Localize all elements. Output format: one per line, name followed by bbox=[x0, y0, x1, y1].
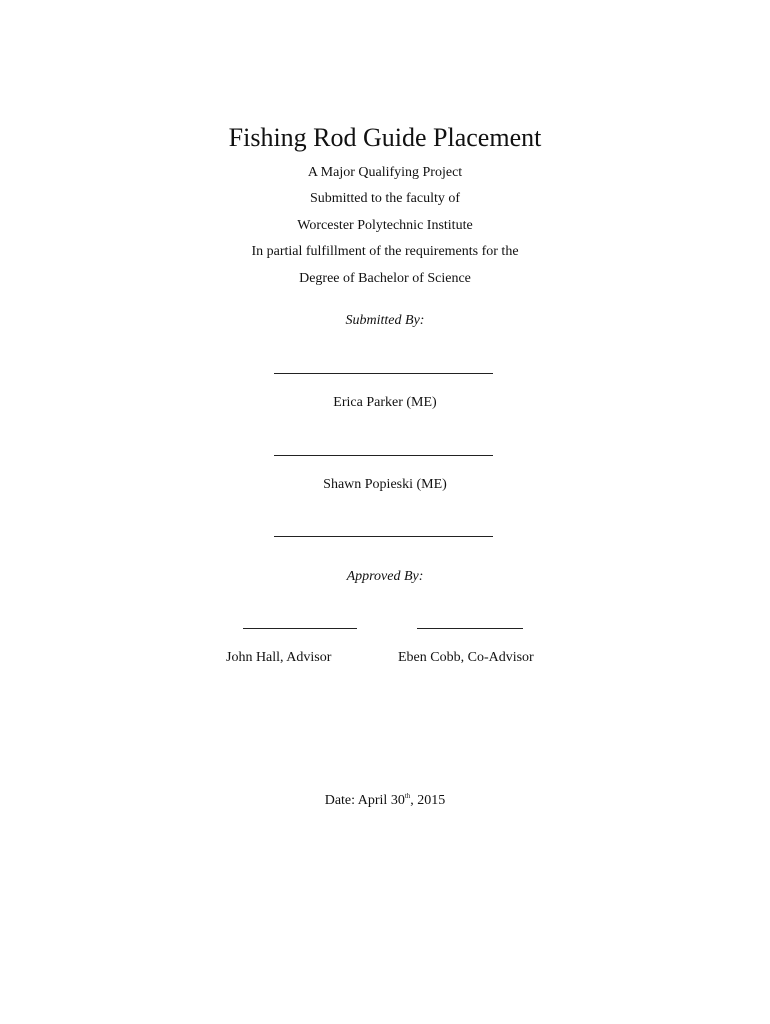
co-advisor-signature-line bbox=[417, 628, 523, 629]
subtitle-line-5: Degree of Bachelor of Science bbox=[299, 271, 471, 286]
student-name-1: Erica Parker (ME) bbox=[333, 395, 437, 410]
subtitle-line-1: A Major Qualifying Project bbox=[307, 165, 463, 180]
submission-date bbox=[0, 792, 770, 810]
student-signature-line-3 bbox=[274, 536, 493, 537]
subtitle-line-2: Submitted to the faculty of bbox=[309, 191, 461, 206]
subtitle-line-3: Worcester Polytechnic Institute bbox=[297, 218, 473, 233]
subtitle-line-4: In partial fulfillment of the requirements for the bbox=[251, 244, 519, 259]
submitted-by-label: Submitted By: bbox=[345, 313, 425, 328]
date-prefix: Date: April 30 bbox=[324, 793, 405, 808]
student-signature-line-2 bbox=[274, 455, 493, 456]
date-suffix: , 2015 bbox=[410, 793, 446, 808]
date-ordinal: th bbox=[404, 792, 411, 800]
advisor-name: John Hall, Advisor bbox=[226, 650, 332, 665]
co-advisor-name: Eben Cobb, Co-Advisor bbox=[398, 650, 534, 665]
student-name-2: Shawn Popieski (ME) bbox=[323, 477, 447, 492]
advisor-signature-line bbox=[243, 628, 357, 629]
student-signature-line-1 bbox=[274, 373, 493, 374]
approved-by-label: Approved By: bbox=[346, 569, 424, 584]
document-title: Fishing Rod Guide Placement bbox=[228, 123, 542, 152]
